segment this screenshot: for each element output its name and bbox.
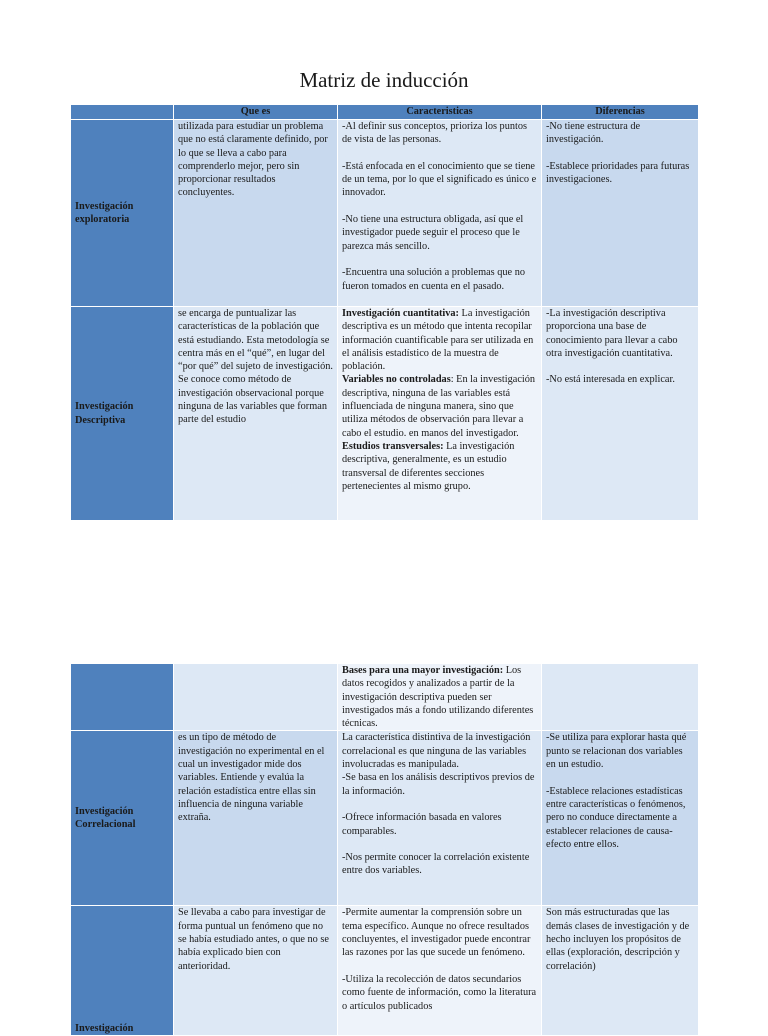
cell-caracteristicas-investigacion — [338, 906, 542, 1036]
paragraph: La característica distintiva de la investigación correlacional es que ninguna de las variables involucradas es manipulada. -Se basa en los análisis descriptivos previos de la información. — [342, 732, 535, 797]
paragraph: -No está interesada en explicar. — [546, 374, 675, 386]
induction-matrix-table-page1 — [70, 104, 699, 521]
row-label-exploratoria: Investigación exploratoria — [71, 120, 174, 307]
header-empty — [71, 105, 174, 120]
cell-que-es-correlacional: es un tipo de método de investigación no experimental en el cual un investigador mide dos variables. Entiende y evalúa la relación estadística entre ellas sin influencia de ninguna variable extraña. — [174, 731, 338, 906]
row-label-correlacional: Investigación Correlacional — [71, 731, 174, 906]
paragraph: -No tiene estructura de investigación. — [546, 121, 643, 146]
paragraph: -Encuentra una solución a problemas que no fueron tomados en cuenta en el pasado. — [342, 267, 528, 292]
table-row-continuation — [71, 664, 699, 731]
paragraph: -Está enfocada en el conocimiento que se tiene de un tema, por lo que el significado es único e innovador. — [342, 160, 539, 199]
cell-diferencias-exploratoria — [542, 120, 699, 307]
row-label-investigacion: Investigación — [71, 906, 174, 1036]
paragraph: -Permite aumentar la comprensión sobre un tema específico. Aunque no ofrece resultados concluyentes, el investigador puede encontrar las razones por las que sucede un fenómeno. — [342, 907, 533, 959]
paragraph: -Utiliza la recolección de datos secundarios como fuente de información, como la literatura o artículos publicados — [342, 973, 539, 1012]
table-row-descriptiva — [71, 307, 699, 521]
cell-caracteristicas-correlacional — [338, 731, 542, 906]
header-que-es: Que es — [174, 105, 338, 120]
row-label-descriptiva: Investigación Descriptiva — [71, 307, 174, 521]
paragraph: Bases para una mayor investigación: Los datos recogidos y analizados a partir de la investigación descriptiva pueden ser investigados más a fondo utilizando diferentes técnicas. — [342, 665, 536, 730]
cell-que-es-exploratoria: utilizada para estudiar un problema que no está claramente definido, por lo que se lleva a cabo para comprenderlo mejor, pero sin proporcionar resultados concluyentes. — [174, 120, 338, 307]
cell-que-es-investigacion: Se llevaba a cabo para investigar de forma puntual un fenómeno que no se había estudiado antes, o que no se había explicado bien con anterioridad. — [174, 906, 338, 1036]
cell-diferencias-descriptiva — [542, 307, 699, 521]
table-row-investigacion — [71, 906, 699, 1036]
header-caracteristicas: Caracteristicas — [338, 105, 542, 120]
paragraph: Son más estructuradas que las demás clases de investigación y de hecho incluyen los propósitos de ellas (exploración, descripción y correlación) — [546, 907, 692, 972]
table-row-exploratoria — [71, 120, 699, 307]
paragraph: -No tiene una estructura obligada, así que el investigador puede seguir el proceso que le parezca más sencillo. — [342, 214, 526, 252]
paragraph: Variables no controladas: En la investigación descriptiva, ninguna de las variables está influenciada de ninguna manera, sino que utiliza métodos de observación para llevar a cabo el estudio. en manos del investigador. — [342, 374, 538, 439]
cell-caracteristicas-continuation — [338, 664, 542, 731]
cell-empty — [542, 664, 699, 731]
cell-caracteristicas-exploratoria — [338, 120, 542, 307]
paragraph: -Se utiliza para explorar hasta qué punto se relacionan dos variables en un estudio. — [546, 732, 689, 771]
document-title: Matriz de inducción — [299, 68, 469, 92]
cell-caracteristicas-descriptiva — [338, 307, 542, 521]
paragraph: Investigación cuantitativa: La investigación descriptiva es un método que intenta recopilar información cuantificable para ser utilizada en el análisis estadístico de la muestra de población. — [342, 308, 536, 373]
row-label-empty — [71, 664, 174, 731]
paragraph: -Nos permite conocer la correlación existente entre dos variables. — [342, 852, 532, 877]
paragraph: -Ofrece información basada en valores comparables. — [342, 812, 505, 837]
cell-diferencias-investigacion — [542, 906, 699, 1036]
cell-que-es-descriptiva: se encarga de puntualizar las características de la población que está estudiando. Esta metodología se centra más en el “qué”, en lugar del “por qué” del sujeto de investigación. Se conoce como método de investigación observacional porque ninguna de las variables que forman parte del estudio — [174, 307, 338, 521]
table-header-row — [71, 105, 699, 120]
paragraph: Estudios transversales: La investigación descriptiva, generalmente, es un estudio transversal de diferentes secciones pertenecientes al mismo grupo. — [342, 440, 518, 492]
paragraph: -Establece prioridades para futuras investigaciones. — [546, 160, 692, 186]
induction-matrix-table-page2 — [70, 663, 699, 1036]
paragraph: -Al definir sus conceptos, prioriza los puntos de vista de las personas. — [342, 121, 530, 146]
paragraph: -Establece relaciones estadísticas entre características o fenómenos, pero no conduce directamente a establecer relaciones de causa-efecto entre ellos. — [546, 785, 689, 850]
paragraph: -La investigación descriptiva proporciona una base de conocimiento para llevar a cabo otra investigación cuantitativa. — [546, 308, 681, 359]
cell-diferencias-correlacional — [542, 731, 699, 906]
cell-empty — [174, 664, 338, 731]
table-row-correlacional — [71, 731, 699, 906]
header-diferencias: Diferencias — [542, 105, 699, 120]
